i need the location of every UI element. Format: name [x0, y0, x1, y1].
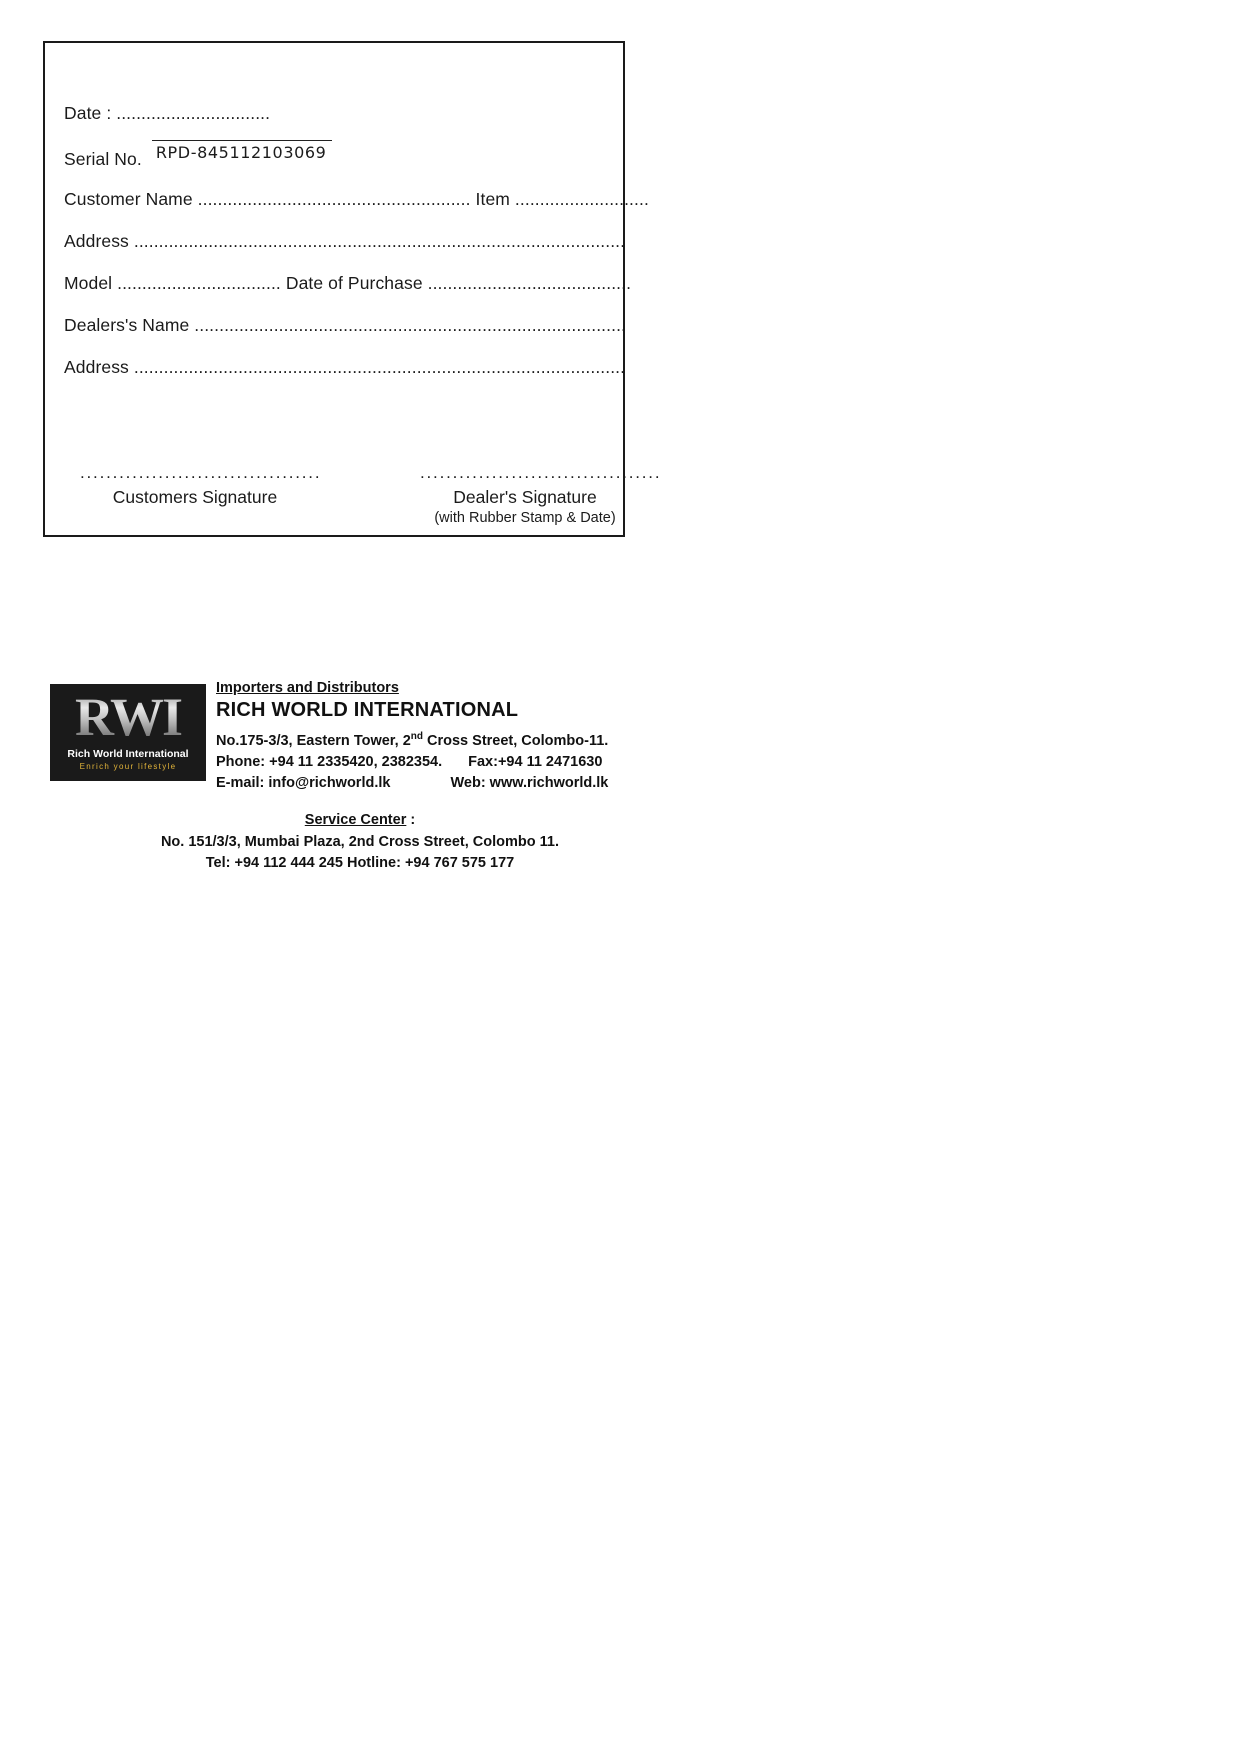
customer-name-item-line: Customer Name ....................................................... Item ...........................	[64, 189, 649, 209]
service-center-heading-text: Service Center	[304, 812, 407, 828]
warranty-card	[43, 41, 662, 537]
customer-signature-dotline: .....................................	[80, 463, 322, 482]
service-center-address: No. 151/3/3, Mumbai Plaza, 2nd Cross Street, Colombo 11.	[160, 834, 560, 850]
serial-number-label: Serial No.	[64, 149, 142, 169]
dealer-signature-dotline: .....................................	[420, 463, 662, 482]
company-details	[216, 680, 646, 794]
company-fax: Fax:+94 11 2471630	[468, 753, 603, 770]
customer-signature-label: Customers Signature	[112, 487, 278, 507]
dealer-name-line: Dealers's Name .......................................................................................	[64, 315, 626, 335]
importers-heading: Importers and Distributors	[216, 680, 399, 696]
company-logo	[50, 684, 206, 781]
serial-number-value: RPD-845112103069	[152, 140, 333, 162]
company-address	[216, 726, 646, 752]
company-title: RICH WORLD INTERNATIONAL	[216, 699, 519, 721]
company-phone-fax	[216, 752, 646, 773]
service-center-block	[60, 812, 660, 874]
dealer-address-line: Address ...................................................................................................	[64, 357, 626, 377]
company-email: E-mail: info@richworld.lk	[216, 774, 391, 791]
customer-signature-block	[80, 463, 322, 508]
service-center-contact: Tel: +94 112 444 245 Hotline: +94 767 575 177	[205, 855, 515, 871]
logo-company-name: Rich World International	[67, 748, 189, 760]
customer-address-line: Address ...................................................................................................	[64, 231, 626, 251]
company-phone: Phone: +94 11 2335420, 2382354.	[216, 753, 443, 770]
dealer-signature-note: (with Rubber Stamp & Date)	[434, 510, 616, 526]
service-center-heading	[60, 812, 660, 828]
serial-number-row	[64, 143, 332, 170]
dealer-signature-block	[420, 463, 662, 526]
date-field-line: Date : ...............................	[64, 103, 271, 123]
company-email-web	[216, 773, 646, 794]
rwi-monogram-icon: RWI	[50, 686, 206, 748]
company-website: Web: www.richworld.lk	[450, 774, 609, 791]
logo-tagline: Enrich your lifestyle	[79, 762, 177, 771]
service-center-heading-suffix: :	[406, 812, 416, 828]
model-purchase-date-line: Model ................................. Date of Purchase .........................................	[64, 273, 632, 293]
company-address-post: Cross Street, Colombo-11.	[422, 732, 609, 749]
dealer-signature-label: Dealer's Signature	[453, 487, 597, 507]
company-address-pre: No.175-3/3, Eastern Tower, 2	[216, 732, 411, 749]
company-address-ordinal: nd	[410, 731, 423, 742]
